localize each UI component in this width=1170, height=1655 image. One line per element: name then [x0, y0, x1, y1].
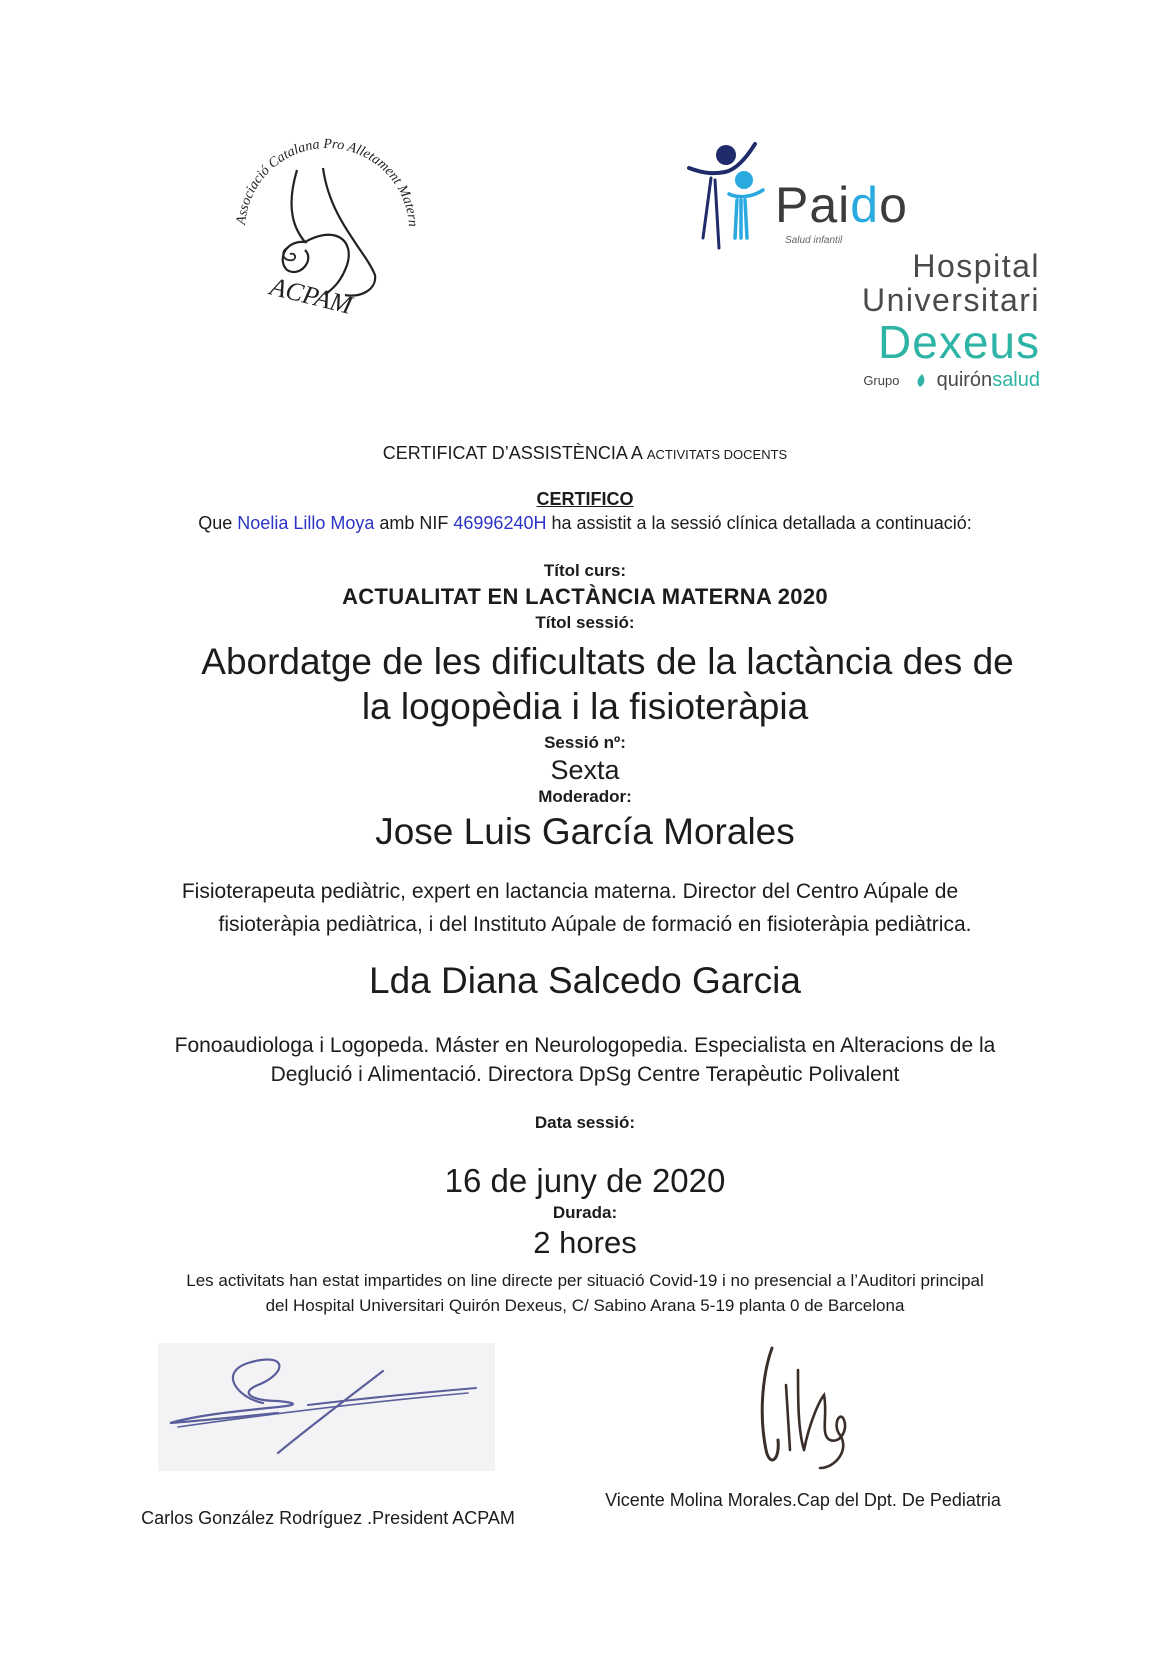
grupo-label: Grupo [863, 373, 900, 389]
paido-wordmark: Paido [775, 177, 908, 233]
session-title-label: Títol sessió: [535, 613, 635, 632]
acpam-mother-child-icon [225, 130, 430, 345]
online-note: Les activitats han estat impartides on line directe per situació Covid-19 i no presencial a l’Auditori principal del Hospital Universitari Quirón Dexeus, C/ Sabino Arana 5-19 planta 0 de Barcelona [186, 1271, 984, 1315]
session-date-label: Data sessió: [534, 1113, 636, 1132]
acpam-ring-text: Associació Catalana Pro Alletament Matern [234, 136, 420, 228]
dexeus-line-hospital: Hospital [912, 248, 1040, 284]
course-title: ACTUALITAT EN LACTÀNCIA MATERNA 2020 [342, 584, 828, 609]
certificate-header: CERTIFICAT D’ASSISTÈNCIA A ACTIVITATS DOCENTS [382, 443, 788, 463]
moderator1-name: Jose Luis García Morales [375, 811, 795, 852]
attendance-statement: Que Noelia Lillo Moya amb NIF 46996240H ha assistit a la sessió clínica detallada a continuació: [198, 513, 972, 533]
attendee-name: Noelia Lillo Moya [237, 513, 375, 533]
course-title-label: Títol curs: [543, 561, 627, 580]
paido-children-icon [685, 138, 775, 256]
signer2-caption: Vicente Molina Morales.Cap del Dpt. De Pediatria [605, 1490, 1001, 1510]
dexeus-line-universitari: Universitari [861, 282, 1040, 318]
paido-subtitle: Salud infantil [785, 235, 843, 246]
signer1-caption: Carlos González Rodríguez .President ACPAM [141, 1508, 515, 1528]
dexeus-logo [815, 248, 1040, 396]
acpam-acronym: ACPAM [267, 271, 356, 320]
paido-logo [685, 138, 930, 256]
session-number: Sexta [550, 755, 620, 785]
quironsalud-group [863, 369, 1040, 392]
quironsalud-wordmark: quirónsalud [936, 369, 1040, 391]
svg-text:Associació Catalana Pro Alleta [234, 137, 420, 227]
signature1-icon [158, 1343, 495, 1471]
duration-label: Durada: [552, 1203, 618, 1222]
attendee-nif: 46996240H [453, 513, 547, 533]
certifico-heading: CERTIFICO [536, 489, 634, 509]
dexeus-line-dexeus: Dexeus [878, 316, 1040, 368]
session-date: 16 de juny de 2020 [444, 1162, 726, 1199]
moderator2-name: Lda Diana Salcedo Garcia [369, 960, 801, 1001]
session-title: Abordatge de les dificultats de la lactància des de la logopèdia i la fisioteràpia [201, 641, 1014, 727]
duration: 2 hores [533, 1225, 637, 1260]
moderator2-bio: Fonoaudiologa i Logopeda. Máster en Neurologopedia. Especialista en Alteracions de la Deglució i Alimentació. Directora DpSg Centre Terapèutic Polivalent [174, 1034, 996, 1086]
session-number-label: Sessió nº: [544, 733, 626, 752]
moderator-label: Moderador: [538, 787, 632, 806]
moderator1-bio: Fisioterapeuta pediàtric, expert en lactancia materna. Director del Centro Aúpale de fisioteràpia pediàtrica, i del Instituto Aúpale de formació en fisioteràpia pediàtrica. [181, 880, 972, 936]
signature2-icon [740, 1340, 865, 1480]
quironsalud-drop-icon [915, 373, 929, 389]
acpam-logo [225, 130, 430, 345]
